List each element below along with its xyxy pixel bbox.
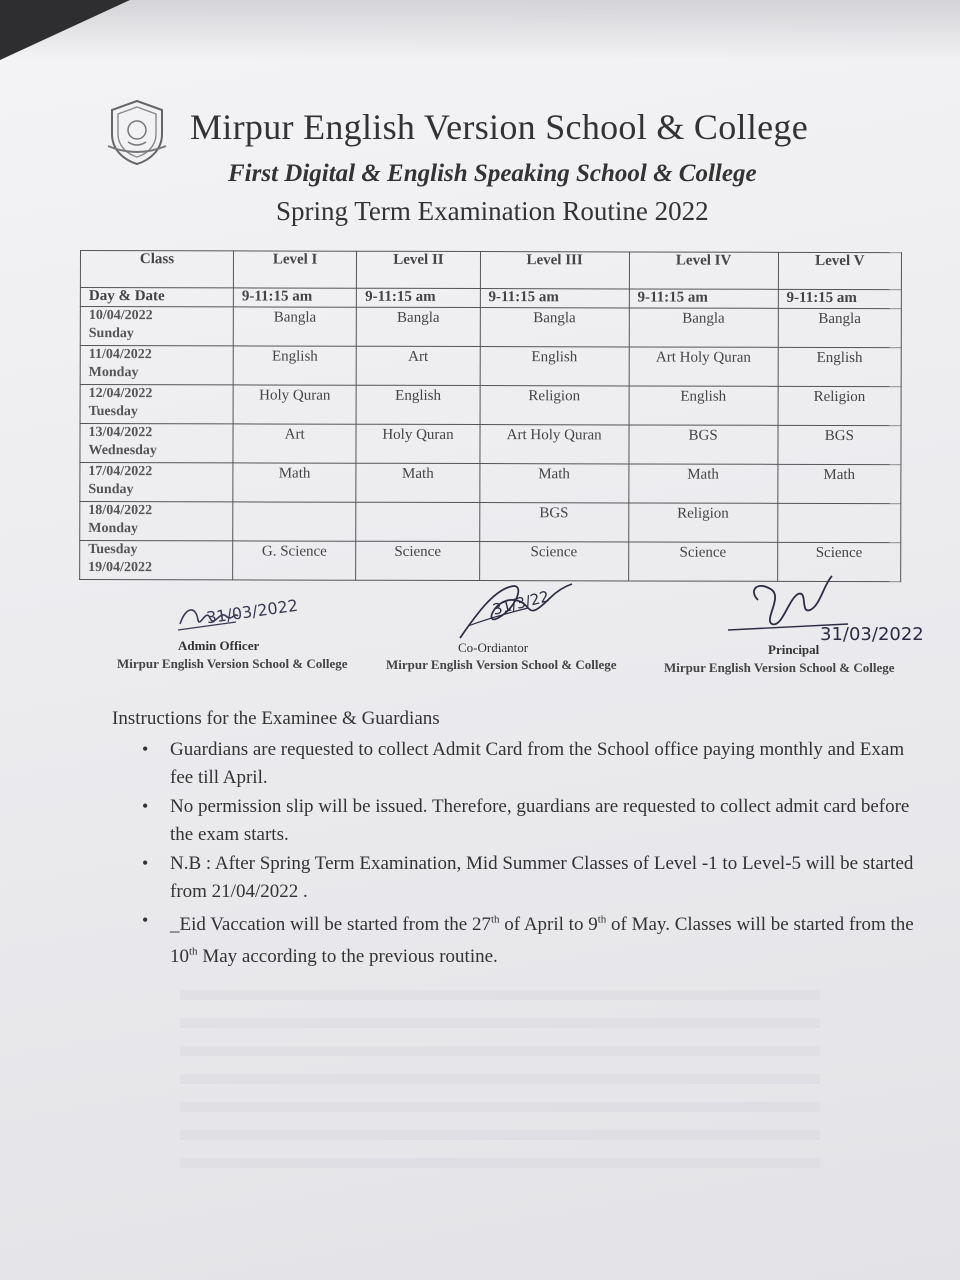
table-row	[80, 502, 901, 543]
date-day-cell	[80, 346, 233, 385]
coordinator-signature-date: 31/3/22	[490, 587, 552, 619]
subject-cell: Math	[777, 464, 900, 503]
table-row	[80, 463, 901, 504]
subject-cell: English	[233, 346, 356, 385]
subject-cell: Science	[628, 542, 777, 581]
subject-cell: Art	[233, 424, 356, 463]
level-1-header: Level I	[233, 251, 356, 288]
admin-officer-title: Admin Officer	[178, 638, 260, 653]
table-row	[80, 385, 901, 426]
coordinator-title: Co-Ordiantor	[458, 640, 529, 655]
table-row	[80, 346, 901, 387]
bullet-icon: •	[142, 796, 149, 816]
subject-cell: English	[629, 386, 778, 425]
subject-cell: Bangla	[357, 307, 480, 346]
subject-cell: G. Science	[233, 541, 356, 580]
time-cell: 9-11:15 am	[233, 288, 356, 307]
instructions-title: Instructions for the Examinee & Guardians	[112, 708, 440, 729]
coordinator-signature-block	[454, 578, 584, 649]
show-through-text	[180, 990, 820, 1170]
subject-cell: Math	[233, 463, 356, 502]
row-date: 12/04/2022	[88, 386, 153, 402]
row-date: 17/04/2022	[88, 464, 153, 480]
time-row	[80, 288, 901, 309]
subject-cell: Religion	[480, 386, 629, 425]
subject-cell	[233, 502, 356, 541]
subject-cell: Science	[777, 542, 900, 581]
school-crest-icon	[106, 98, 168, 166]
row-day: Tuesday	[88, 542, 138, 558]
instruction-text: Guardians are requested to collect Admit Card from the School office paying monthly and Exam fee till April.	[170, 739, 905, 788]
subject-cell: Science	[356, 541, 479, 580]
page-shadow	[0, 0, 960, 60]
subject-cell: Math	[479, 464, 628, 503]
subject-cell: Religion	[628, 503, 777, 542]
coordinator-school: Mirpur English Version School & College	[386, 657, 617, 672]
row-date: 13/04/2022	[88, 425, 153, 441]
subject-cell: English	[480, 347, 629, 386]
time-cell: 9-11:15 am	[778, 289, 901, 308]
page-fold-corner	[0, 0, 130, 60]
row-day: Wednesday	[88, 443, 157, 459]
admin-officer-school: Mirpur English Version School & College	[117, 656, 348, 671]
principal-signature-block	[728, 570, 924, 645]
school-name: Mirpur English Version School & College	[190, 107, 809, 147]
row-day: Sunday	[88, 326, 134, 342]
time-cell: 9-11:15 am	[480, 289, 629, 308]
date-day-cell	[80, 463, 233, 502]
subject-cell: BGS	[479, 503, 628, 542]
row-day: Monday	[88, 521, 139, 537]
subject-cell: BGS	[629, 425, 778, 464]
date-day-cell	[80, 541, 233, 580]
level-2-header: Level II	[357, 251, 480, 288]
date-day-cell	[80, 307, 233, 346]
row-date: 18/04/2022	[88, 503, 153, 519]
exam-title: Spring Term Examination Routine 2022	[276, 196, 709, 226]
bullet-icon: •	[142, 853, 149, 873]
instruction-item	[112, 850, 922, 905]
subject-cell: BGS	[778, 425, 901, 464]
subject-cell: Math	[356, 463, 479, 502]
subject-cell: Bangla	[778, 308, 901, 347]
instruction-text: _Eid Vaccation will be started from the 27th of April to 9th of May. Classes will be started from the 10th May according to the previous routine.	[170, 914, 914, 968]
instructions-list	[112, 736, 922, 971]
admin-signature-date: 31/03/2022	[205, 595, 300, 628]
level-4-header: Level IV	[629, 252, 778, 289]
row-day: Tuesday	[88, 404, 138, 420]
day-date-label: Day & Date	[80, 288, 233, 307]
subject-cell: Art	[356, 346, 479, 385]
row-date: 11/04/2022	[88, 347, 152, 363]
class-header: Class	[80, 251, 233, 288]
level-3-header: Level III	[480, 252, 629, 289]
subject-cell	[777, 503, 900, 542]
row-date: 19/04/2022	[88, 560, 152, 576]
principal-title: Principal	[768, 642, 820, 657]
bullet-icon: •	[142, 739, 149, 759]
subject-cell	[356, 502, 479, 541]
subject-cell: Religion	[778, 386, 901, 425]
date-day-cell	[80, 385, 233, 424]
instruction-text: N.B : After Spring Term Examination, Mid Summer Classes of Level -1 to Level-5 will be started from 21/04/2022 .	[170, 853, 914, 902]
instructions-section	[112, 708, 922, 973]
date-day-cell	[80, 424, 233, 463]
principal-signature-date: 31/03/2022	[820, 624, 924, 645]
row-day: Monday	[88, 365, 139, 381]
subject-cell: Math	[628, 464, 777, 503]
table-row	[80, 307, 901, 348]
bullet-icon: •	[142, 910, 149, 930]
subject-cell: Science	[479, 542, 628, 581]
instruction-item	[112, 736, 922, 791]
time-cell: 9-11:15 am	[357, 288, 480, 307]
subject-cell: English	[356, 385, 479, 424]
table-header-row	[80, 251, 901, 290]
date-day-cell	[80, 502, 233, 541]
principal-school: Mirpur English Version School & College	[664, 660, 895, 675]
subject-cell: Bangla	[480, 308, 629, 347]
subject-cell: English	[778, 347, 901, 386]
exam-routine-table	[79, 250, 902, 582]
school-tagline: First Digital & English Speaking School & College	[228, 160, 757, 187]
instruction-text: No permission slip will be issued. Therefore, guardians are requested to collect admit card before the exam starts.	[170, 796, 910, 845]
subject-cell: Bangla	[629, 308, 778, 347]
instruction-item	[112, 793, 922, 848]
subject-cell: Art Holy Quran	[629, 347, 778, 386]
row-date: 10/04/2022	[88, 308, 153, 324]
level-5-header: Level V	[778, 252, 901, 289]
row-day: Sunday	[88, 482, 134, 498]
time-cell: 9-11:15 am	[629, 289, 778, 308]
subject-cell: Bangla	[233, 307, 356, 346]
table-row	[80, 424, 901, 465]
subject-cell: Holy Quran	[233, 385, 356, 424]
subject-cell: Art Holy Quran	[480, 425, 629, 464]
instruction-item	[112, 907, 922, 971]
subject-cell: Holy Quran	[356, 424, 479, 463]
